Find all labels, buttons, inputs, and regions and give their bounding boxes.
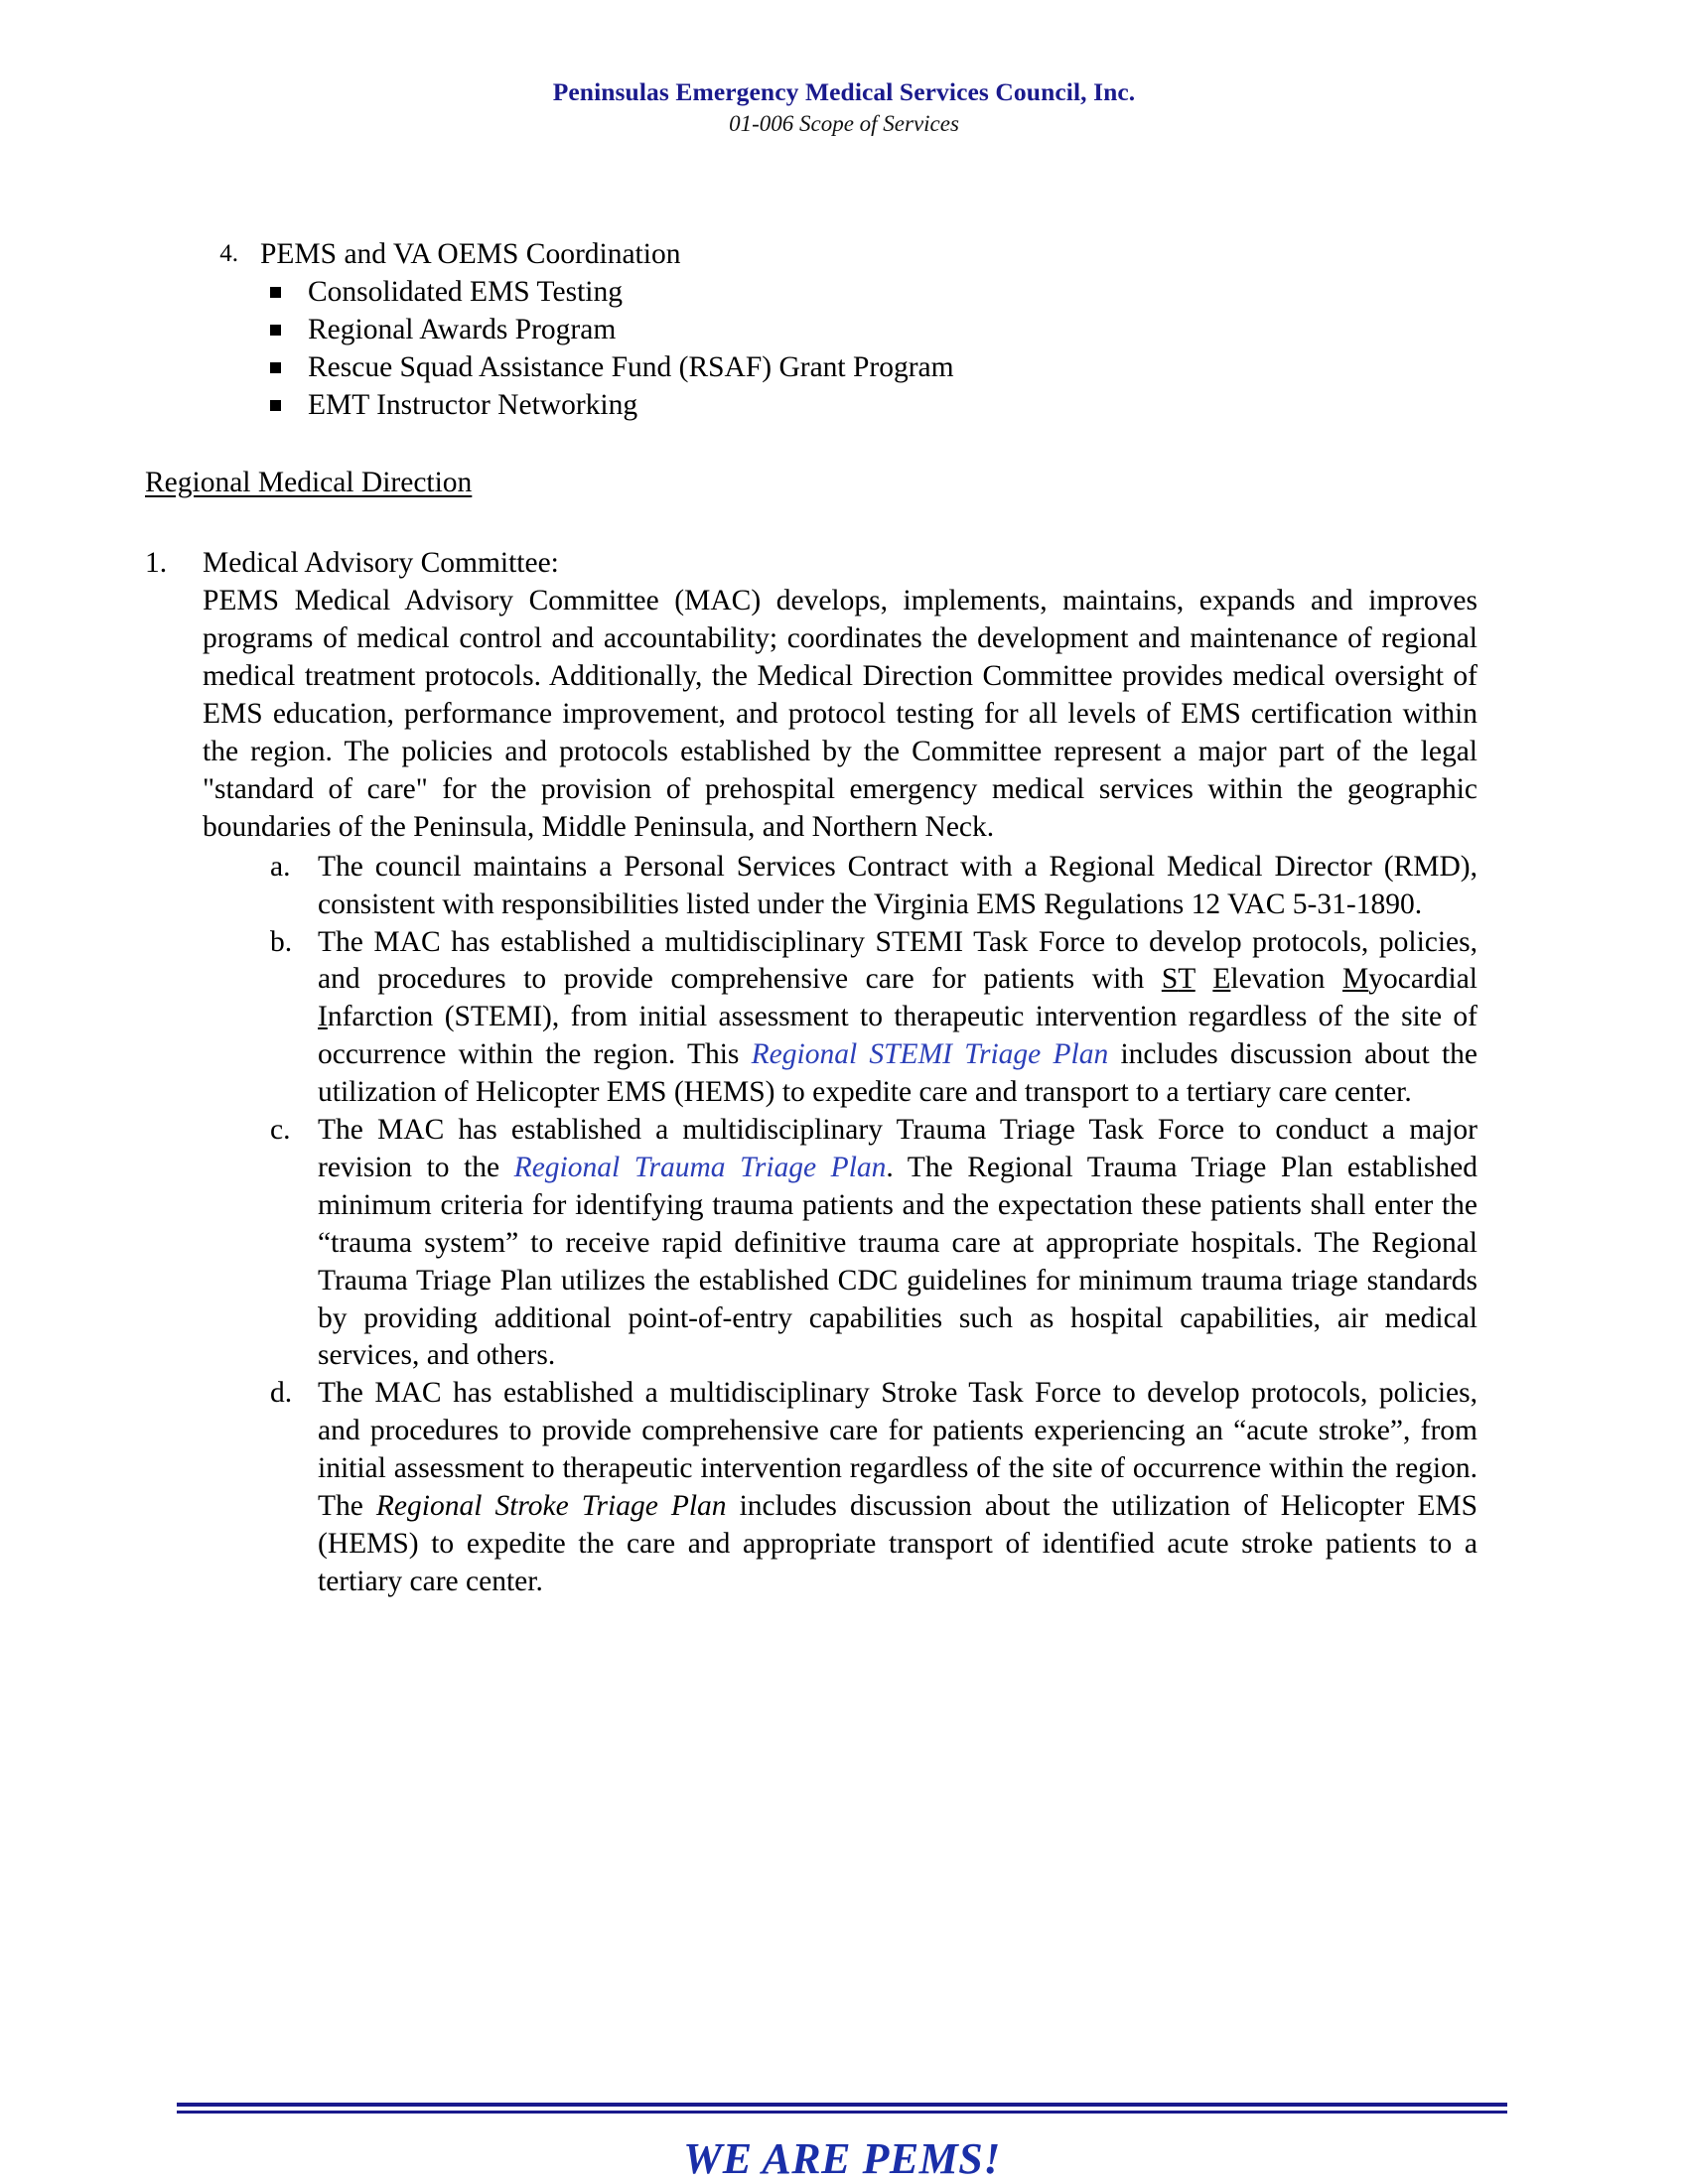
text-segment: nfarction (STEMI), from initial assessment to therapeutic intervention regardless of the site of occurrence within the region. This <box>318 1001 1477 1071</box>
list-item <box>270 312 1477 349</box>
section-heading-label: Regional Medical Direction <box>145 466 473 498</box>
bullet-label: Rescue Squad Assistance Fund (RSAF) Grant Program <box>308 350 954 383</box>
underlined-letter-m: M <box>1342 963 1369 996</box>
text-segment: includes discussion about the utilization of Helicopter EMS (HEMS) to expedite the care and appropriate transport of identified acute stroke patients to a tertiary care center. <box>318 1490 1477 1597</box>
list-item <box>270 274 1477 312</box>
text-segment: . The Regional Trauma Triage Plan established minimum criteria for identifying trauma patients and the expectation these patients shall enter the “trauma system” to receive rapid definitive trauma care at appropriate hospitals. The Regional Trauma Triage Plan utilizes the established CDC guidelines for minimum trauma triage standards by providing additional point-of-entry capabilities such as hospital capabilities, air medical services, and others. <box>318 1151 1477 1372</box>
item1-paragraph: PEMS Medical Advisory Committee (MAC) develops, implements, maintains, expands and improves programs of medical control and accountability; coordinates the development and maintenance of regional medical treatment protocols. Additionally, the Medical Direction Committee provides medical oversight of EMS education, performance improvement, and protocol testing for all levels of EMS certification within the region. The policies and protocols established by the Committee represent a major part of the legal "standard of care" for the provision of prehospital emergency medical services within the geographic boundaries of the Peninsula, Middle Peninsula, and Northern Neck. <box>203 585 1477 843</box>
bullet-label: Regional Awards Program <box>308 313 617 345</box>
underlined-letter-e: E <box>1212 963 1231 996</box>
plan-title-reference: Regional STEMI Triage Plan <box>751 1038 1109 1071</box>
sub-item-text <box>318 924 1477 1113</box>
list-marker: 4. <box>219 240 238 267</box>
plan-title-reference: Regional Stroke Triage Plan <box>375 1490 727 1523</box>
bullet-label: EMT Instructor Networking <box>308 388 638 421</box>
square-bullet-icon <box>270 387 308 411</box>
alpha-sublist <box>270 849 1477 1601</box>
underlined-letter-i: I <box>318 1001 328 1033</box>
square-bullet-icon <box>270 349 308 373</box>
list-item-c <box>270 1112 1477 1375</box>
sub-item-text <box>318 1375 1477 1600</box>
sub-item-text <box>318 1112 1477 1375</box>
text-segment: includes discussion about the utilization of Helicopter EMS (HEMS) to expedite care and transport to a tertiary care center. <box>318 1038 1477 1109</box>
organization-title: Peninsulas Emergency Medical Services Council, Inc. <box>552 77 1136 106</box>
list-item <box>270 387 1477 425</box>
document-footer <box>177 2103 1507 2184</box>
bullet-label: Consolidated EMS Testing <box>308 275 623 308</box>
list-item-a <box>270 849 1477 924</box>
bullet-list-coordination <box>195 274 1477 425</box>
document-subtitle: 01-006 Scope of Services <box>729 111 959 137</box>
text-segment <box>1196 963 1213 995</box>
underlined-letter-s: S <box>1161 963 1179 996</box>
list-marker: b. <box>270 925 293 958</box>
text-segment: The MAC has established a multidisciplinary Stroke Task Force to develop protocols, policies, and procedures to provide comprehensive care for patients experiencing an “acute stroke”, from initial assessment to therapeutic intervention regardless of the site of occurrence within the region. The <box>318 1377 1477 1523</box>
document-body <box>145 236 1477 1601</box>
square-bullet-icon <box>270 274 308 298</box>
item1-title: Medical Advisory Committee: <box>203 547 559 580</box>
square-bullet-icon <box>270 312 308 336</box>
underlined-letter-t: T <box>1178 963 1196 996</box>
numbered-item-4 <box>195 236 1477 274</box>
list-item-b <box>270 924 1477 1113</box>
list-item <box>270 349 1477 387</box>
list-marker: d. <box>270 1377 293 1410</box>
text-segment: levation <box>1230 963 1343 996</box>
item1-content <box>203 545 1477 1600</box>
text-segment: The MAC has established a multidisciplinary STEMI Task Force to develop protocols, policies, and procedures to provide comprehensive care for patients with <box>318 925 1477 996</box>
text-segment: yocardial <box>1368 963 1477 996</box>
list-marker: c. <box>270 1114 291 1147</box>
list-marker: a. <box>270 850 291 883</box>
numbered-item-1 <box>145 545 1477 1600</box>
sub-item-text: The council maintains a Personal Services Contract with a Regional Medical Director (RMD), consistent with responsibilities listed under the Virginia EMS Regulations 12 VAC 5-31-1890. <box>318 850 1477 920</box>
list-item-d <box>270 1375 1477 1600</box>
text-segment: The MAC has established a multidisciplinary Trauma Triage Task Force to conduct a major revision to the <box>318 1114 1477 1183</box>
section-heading-regional-medical-direction <box>145 465 1477 502</box>
list-marker: 1. <box>145 547 168 580</box>
plan-title-reference: Regional Trauma Triage Plan <box>513 1151 887 1183</box>
footer-slogan: WE ARE PEMS! <box>683 2134 1001 2183</box>
document-header <box>0 77 1688 138</box>
numbered-item-title: PEMS and VA OEMS Coordination <box>260 238 681 270</box>
